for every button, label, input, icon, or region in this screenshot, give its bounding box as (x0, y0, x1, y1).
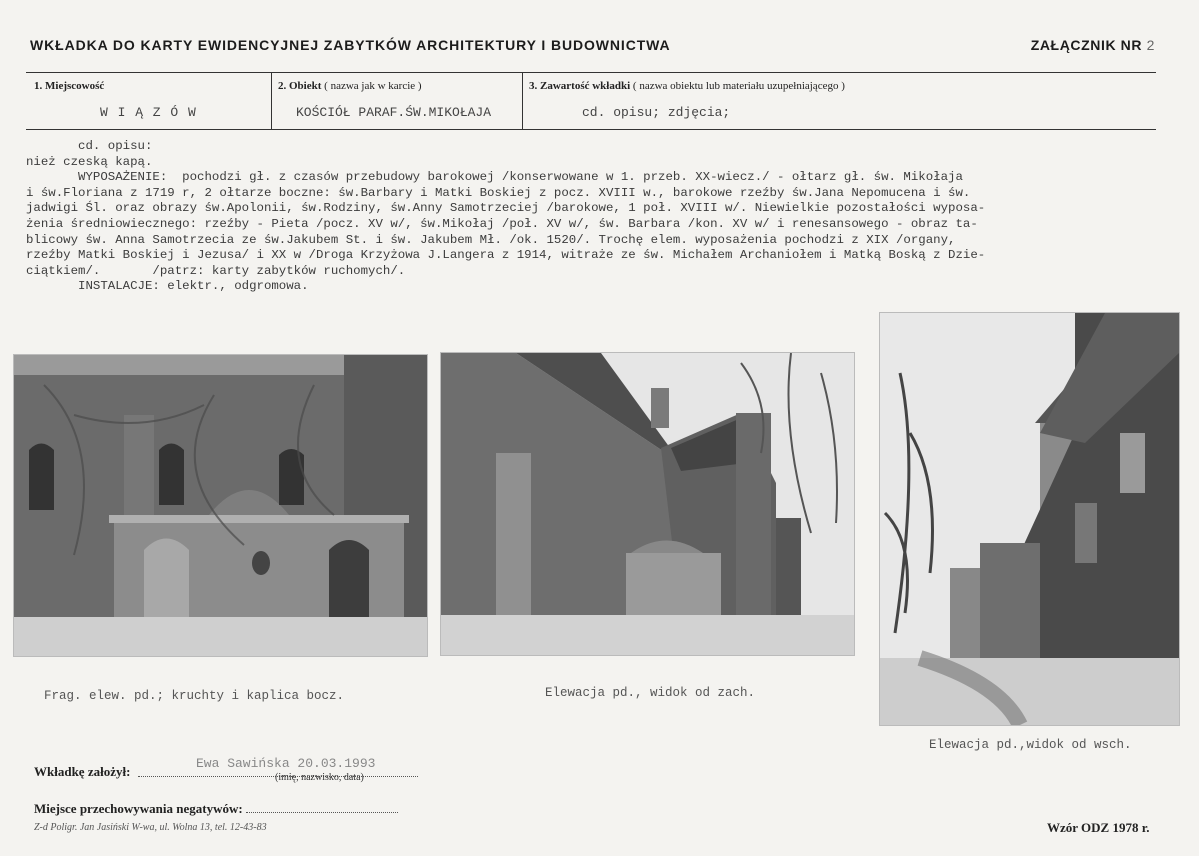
contents-label-sub: ( nazwa obiektu lub materiału uzupełniającego ) (632, 80, 845, 92)
object-value: KOŚCIÓŁ PARAF.ŚW.MIKOŁAJA (296, 105, 492, 120)
photo-south-facade-porches (13, 354, 428, 657)
annex-number: 2 (1146, 37, 1155, 53)
table-top-rule (26, 72, 1156, 73)
object-label-text: 2. Obiekt (278, 80, 322, 92)
negatives-dotted-line (246, 811, 398, 813)
table-divider-2 (522, 72, 523, 129)
photo-caption-2: Elewacja pd., widok od zach. (545, 686, 756, 700)
author-value: Ewa Sawińska 20.03.1993 (196, 756, 376, 771)
locality-label: 1. Miejscowość (34, 80, 105, 92)
contents-value: cd. opisu; zdjęcia; (582, 105, 731, 120)
object-label-sub: ( nazwa jak w karcie ) (324, 80, 422, 92)
object-label (278, 80, 422, 92)
document-title: WKŁADKA DO KARTY EWIDENCYJNEJ ZABYTKÓW ARCHITEKTURY I BUDOWNICTWA (30, 37, 671, 53)
author-label: Wkładkę założył: (34, 764, 131, 779)
locality-value: W I Ą Z Ó W (100, 105, 197, 120)
table-divider-1 (271, 72, 272, 129)
table-bottom-rule (26, 129, 1156, 130)
text-line: jadwigi Śl. oraz obrazy św.Apolonii, św.Rodziny, św.Anny Samotrzeciej /barokowe, 1 poł. XVIII w/. Niewielkie pozostałości wyposa- (26, 201, 986, 216)
photo-south-facade-east-view (879, 312, 1180, 726)
contents-label-text: 3. Zawartość wkładki (529, 80, 631, 92)
negatives-label: Miejsce przechowywania negatywów: (34, 801, 243, 816)
text-line: rzeźby Matki Boskiej i Jezusa/ i XX w /Droga Krzyżowa J.Langera z 1914, witraże ze św. Michałem Archaniołem i Matką Boską z Dzie- (26, 248, 986, 263)
text-line: INSTALACJE: elektr., odgromowa. (26, 279, 309, 294)
description-text (26, 139, 1176, 295)
author-note: (imię, nazwisko, data) (275, 772, 364, 783)
annex-label (1031, 37, 1155, 53)
text-line: nież czeską kapą. (26, 154, 153, 169)
photo-caption-3: Elewacja pd.,widok od wsch. (929, 738, 1132, 752)
text-line: blicowy św. Anna Samotrzecia ze św.Jakubem St. i św. Jakubem Mł. /ok. 1520/. Trochę elem. wyposażenia pochodzi z XIX /organy, (26, 232, 956, 247)
form-code: Wzór ODZ 1978 r. (1047, 820, 1150, 835)
photo-caption-1: Frag. elew. pd.; kruchty i kaplica bocz. (44, 689, 345, 703)
text-line: żenia średniowiecznego: rzeźby - Pieta /pocz. XV w/, św.Mikołaj /poł. XV w/, św. Barbara /kon. XV w/ i renesansowego - obraz ta- (26, 216, 978, 231)
text-line: WYPOSAŻENIE: pochodzi gł. z czasów przebudowy barokowej /konserwowane w 1. przeb. XX-wiecz./ - ołtarz gł. św. Mikołaja (26, 170, 963, 185)
contents-label (529, 80, 845, 92)
text-line: cd. opisu: (26, 139, 153, 153)
photo-south-facade-west-view (440, 352, 855, 656)
text-line: ciątkiem/. /patrz: karty zabytków ruchomych/. (26, 263, 406, 278)
annex-label-text: ZAŁĄCZNIK NR (1030, 37, 1143, 53)
printer-imprint: Z-d Poligr. Jan Jasiński W-wa, ul. Wolna 13, tel. 12-43-83 (34, 822, 267, 833)
text-line: i św.Floriana z 1719 r, 2 ołtarze boczne: św.Barbary i Matki Boskiej z pocz. XVIII w., barokowe rzeźby św.Jana Nepomucena i św. (26, 185, 971, 200)
